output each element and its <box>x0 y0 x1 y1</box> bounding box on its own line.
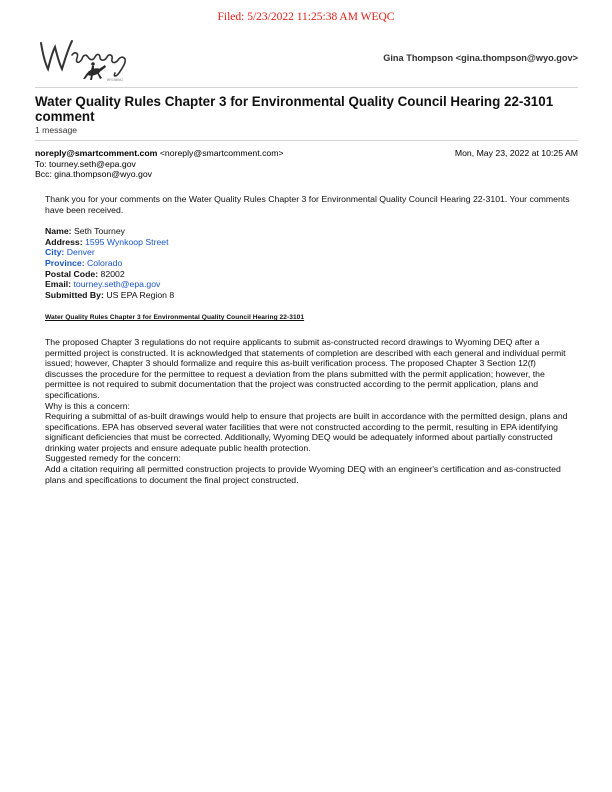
email-link[interactable]: tourney.seth@epa.gov <box>73 279 161 290</box>
postal-label: Postal Code: <box>45 268 99 279</box>
to-line: To: tourney.seth@epa.gov <box>35 158 136 169</box>
message-count: 1 message <box>35 125 78 135</box>
field-postal <box>45 269 570 280</box>
address-link[interactable]: 1595 Wynkoop Street <box>85 236 169 247</box>
sender-line <box>35 148 578 159</box>
address-label: Address: <box>45 236 83 247</box>
comment-paragraph-3: Add a citation requiring all permitted construction projects to provide Wyoming DEQ with an engineer's certification and as-constructed plans and specifications to document the final project constructed. <box>45 464 561 485</box>
wyoming-logo <box>35 33 135 83</box>
message-body <box>45 194 570 485</box>
field-province <box>45 258 570 269</box>
remedy-heading: Suggested remedy for the concern: <box>45 453 181 464</box>
name-value: Seth Tourney <box>73 226 126 237</box>
comment-text <box>45 337 570 485</box>
svg-text:WYOMING: WYOMING <box>107 78 123 82</box>
city-link[interactable]: Denver <box>66 247 95 258</box>
comment-paragraph-2: Requiring a submittal of as-built drawings would help to ensure that projects are built in accordance with the permitted design, plans and specifications. EPA has observed several water facilities that were not constructed according to the permit, resulting in EPA identifying significant deficiencies that must be corrected. Additionally, Wyoming DEQ would be adequately informed about partially constructed drinking water projects and ensure adequate public health protection. <box>45 411 568 453</box>
email-subject: Water Quality Rules Chapter 3 for Environmental Quality Council Hearing 22-3101 comment <box>35 94 554 124</box>
bcc-line: Bcc: gina.thompson@wyo.gov <box>35 169 152 180</box>
message-header <box>35 148 578 180</box>
field-city <box>45 247 570 258</box>
filed-stamp: Filed: 5/23/2022 11:25:38 AM WEQC <box>217 11 395 23</box>
header-divider <box>35 87 578 88</box>
field-name <box>45 226 570 237</box>
submitted-value: US EPA Region 8 <box>106 289 175 300</box>
comment-paragraph-1: The proposed Chapter 3 regulations do not require applicants to submit as-constructed record drawings to Wyoming DEQ after a permitted project is constructed. It is acknowledged that statements of completion are described with each general and individual permit issued; however, Chapter 3 should formalize and require this as-built verification process. The proposed Chapter 3 Section 12(f) discusses the procedure for the permittee to request a deviation from the plans submitted with the permit application; however, the permittee is not required to submit documentation that the project was constructed according to the permit application, plans and specifications. <box>45 336 566 400</box>
postal-value: 82002 <box>100 268 125 279</box>
field-submitted <box>45 290 570 301</box>
sent-date: Mon, May 23, 2022 at 10:25 AM <box>454 148 578 158</box>
province-label[interactable]: Province: <box>45 257 85 268</box>
field-address <box>45 237 570 248</box>
submitted-label: Submitted By: <box>45 289 104 300</box>
concern-heading: Why is this a concern: <box>45 400 130 411</box>
account-email: Gina Thompson <gina.thompson@wyo.gov> <box>383 53 578 63</box>
city-label[interactable]: City: <box>45 247 65 258</box>
name-label: Name: <box>45 226 72 237</box>
field-email <box>45 279 570 290</box>
province-link[interactable]: Colorado <box>87 257 123 268</box>
sender-address: <noreply@smartcomment.com> <box>159 148 284 158</box>
sender-name[interactable]: noreply@smartcomment.com <box>35 148 158 158</box>
section-title: Water Quality Rules Chapter 3 for Environmental Quality Council Hearing 22-3101 <box>45 314 305 322</box>
intro-text: Thank you for your comments on the Water Quality Rules Chapter 3 for Environmental Quality Council Hearing 22-3101. Your comments have been received. <box>45 194 570 215</box>
subject-divider <box>35 140 578 141</box>
email-label: Email: <box>45 279 72 290</box>
